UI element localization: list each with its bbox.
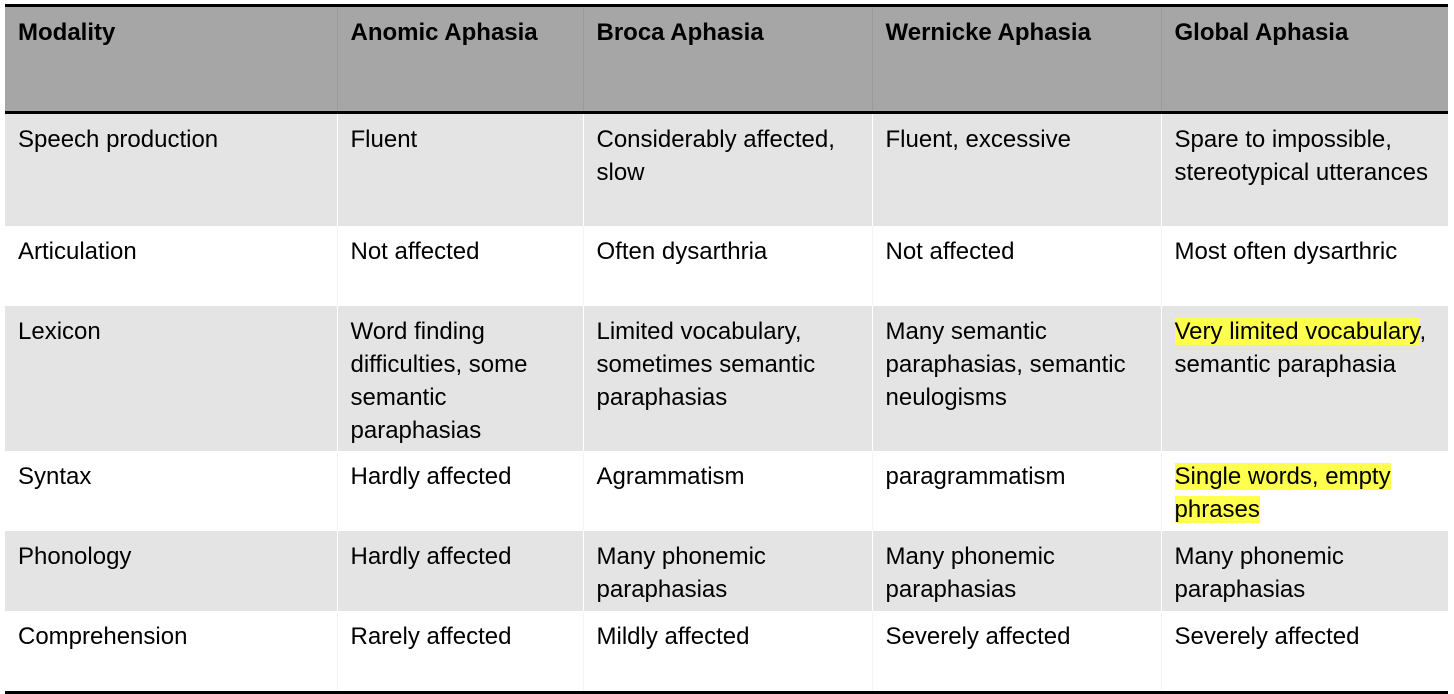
cell-global: [1161, 226, 1448, 306]
table-row: [5, 611, 1448, 693]
table-row: [5, 451, 1448, 531]
table-header-row: [5, 6, 1448, 113]
header-global-aphasia: Global Aphasia: [1161, 6, 1448, 113]
cell-modality: Syntax: [18, 463, 92, 490]
highlighted-text: Single words, empty phrases: [1174, 463, 1391, 523]
table-row: [5, 531, 1448, 611]
cell-text: Severely affected: [1174, 623, 1360, 650]
header-anomic-aphasia: Anomic Aphasia: [337, 6, 583, 113]
cell-broca: Limited vocabulary, sometimes semantic paraphasias: [583, 306, 872, 451]
table-row: [5, 113, 1448, 227]
cell-broca: Mildly affected: [583, 611, 872, 693]
cell-anomic: Rarely affected: [337, 611, 583, 693]
cell-wernicke: Severely affected: [872, 611, 1161, 693]
cell-anomic: Hardly affected: [337, 531, 583, 611]
cell-broca: Agrammatism: [583, 451, 872, 531]
cell-broca: Often dysarthria: [583, 226, 872, 306]
header-modality: Modality: [5, 6, 337, 113]
aphasia-comparison-table-container: [5, 4, 1448, 694]
cell-global: [1161, 451, 1448, 531]
header-wernicke-aphasia: Wernicke Aphasia: [872, 6, 1161, 113]
cell-modality: Phonology: [5, 531, 337, 611]
cell-anomic: Word finding difficulties, some semantic paraphasias: [337, 306, 583, 451]
cell-anomic: Hardly affected: [337, 451, 583, 531]
cell-text: , semantic paraphasia: [1174, 318, 1427, 378]
cell-global: [1161, 306, 1448, 451]
cell-wernicke: paragrammatism: [872, 451, 1161, 531]
cell-wernicke: Many semantic paraphasias, semantic neulogisms: [872, 306, 1161, 451]
cell-global: [1161, 531, 1448, 611]
cell-broca: Many phonemic paraphasias: [583, 531, 872, 611]
cell-modality: Articulation: [18, 238, 137, 265]
cell-modality: Speech production: [5, 113, 337, 227]
header-broca-aphasia: Broca Aphasia: [583, 6, 872, 113]
cell-anomic: Not affected: [337, 226, 583, 306]
cell-wernicke: Many phonemic paraphasias: [872, 531, 1161, 611]
highlighted-text: Very limited vocabulary: [1174, 318, 1420, 345]
aphasia-comparison-table: [5, 4, 1448, 694]
cell-global: [1161, 611, 1448, 693]
cell-modality: Comprehension: [18, 623, 188, 650]
table-row: [5, 226, 1448, 306]
cell-wernicke: Not affected: [872, 226, 1161, 306]
cell-text: Spare to impossible, stereotypical utterances: [1174, 126, 1428, 186]
cell-wernicke: Fluent, excessive: [872, 113, 1161, 227]
cell-anomic: Fluent: [337, 113, 583, 227]
table-row: [5, 306, 1448, 451]
cell-modality: Lexicon: [5, 306, 337, 451]
cell-text: Many phonemic paraphasias: [1174, 543, 1344, 603]
cell-text: Most often dysarthric: [1174, 238, 1398, 265]
cell-broca: Considerably affected, slow: [583, 113, 872, 227]
cell-global: [1161, 113, 1448, 227]
